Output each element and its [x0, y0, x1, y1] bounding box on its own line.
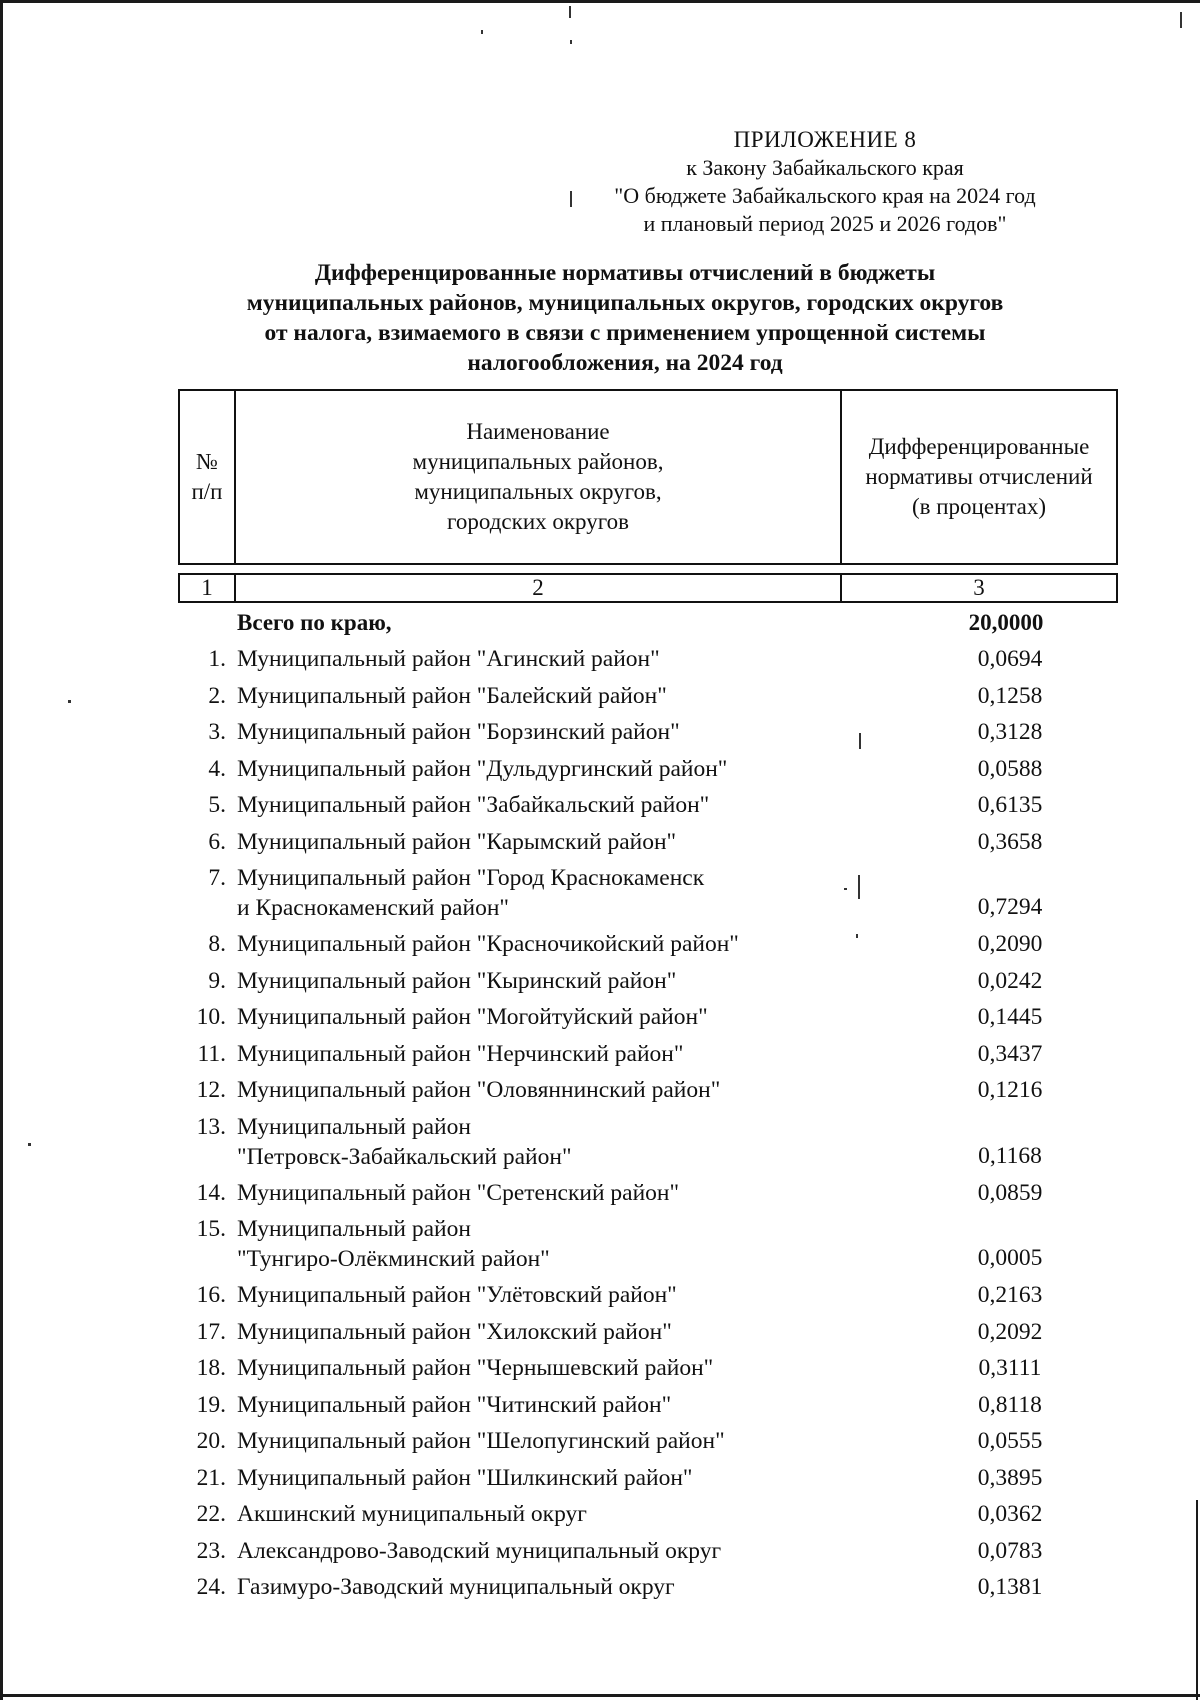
- row-name-line: Муниципальный район "Агинский район": [237, 646, 660, 673]
- row-name: [237, 1211, 897, 1274]
- row-number: 11.: [197, 1040, 226, 1067]
- table-header: [178, 389, 1118, 565]
- row-number: 7.: [208, 865, 226, 891]
- table-row: [178, 1211, 1118, 1277]
- row-name-line: Муниципальный район "Шелопугинский район": [237, 1428, 725, 1455]
- header-name-line: Наименование: [466, 419, 610, 444]
- appendix-line: к Закону Забайкальского края: [686, 155, 964, 180]
- row-number: 2.: [208, 682, 226, 709]
- row-name-line: Муниципальный район "Могойтуйский район": [237, 1004, 708, 1031]
- row-value: 0,7294: [977, 894, 1043, 920]
- table-row: [178, 1277, 1118, 1314]
- table-row: [178, 1569, 1118, 1606]
- page-border-left: [0, 0, 3, 1700]
- appendix-line: "О бюджете Забайкальского края на 2024 год: [614, 183, 1036, 208]
- row-name-line: Муниципальный район "Шилкинский район": [237, 1464, 693, 1491]
- row-number: 10.: [196, 1004, 226, 1031]
- row-number: 1.: [208, 646, 226, 673]
- row-value: 0,2092: [977, 1318, 1043, 1345]
- header-number: [180, 391, 236, 563]
- row-value: 0,3111: [978, 1355, 1042, 1382]
- row-name: [237, 1109, 897, 1172]
- table-row: [178, 963, 1118, 1000]
- row-name: [237, 1178, 897, 1208]
- document-title: [170, 258, 1080, 378]
- row-value: 0,0588: [977, 755, 1043, 782]
- row-number: 8.: [208, 931, 226, 958]
- row-number: 5.: [208, 792, 226, 819]
- scan-speck: [1180, 12, 1182, 28]
- row-name-line: Муниципальный район "Сретенский район": [237, 1179, 680, 1206]
- page-border-bottom: [0, 1694, 1200, 1697]
- row-value: 0,0859: [977, 1179, 1043, 1206]
- document-title-line: налогообложения, на 2024 год: [467, 350, 783, 376]
- row-value: 0,0694: [977, 646, 1043, 673]
- row-name: [237, 681, 897, 711]
- row-number: 23.: [196, 1537, 226, 1564]
- row-name: [237, 790, 897, 820]
- table-row: [178, 678, 1118, 715]
- table-row: [178, 824, 1118, 861]
- row-name: [237, 644, 897, 674]
- row-value: 0,0555: [977, 1428, 1043, 1455]
- row-number: 17.: [196, 1318, 226, 1345]
- table-row: [178, 926, 1118, 963]
- header-value-line: нормативы отчислений: [865, 464, 1093, 489]
- table-row: [178, 1387, 1118, 1424]
- row-number: 9.: [208, 967, 226, 994]
- column-number: 2: [236, 575, 842, 601]
- row-number: 21.: [196, 1464, 226, 1491]
- row-name: [237, 860, 897, 923]
- table-row: [178, 1109, 1118, 1175]
- row-name-line: Александрово-Заводский муниципальный округ: [237, 1537, 722, 1564]
- row-number: 22.: [196, 1501, 226, 1528]
- row-value: 0,3128: [977, 719, 1043, 746]
- row-name: [237, 1463, 897, 1493]
- row-name-line: Муниципальный район "Карымский район": [237, 828, 677, 855]
- page-border-top: [0, 0, 1200, 3]
- appendix-title: ПРИЛОЖЕНИЕ 8: [733, 127, 917, 152]
- row-number: 13.: [196, 1113, 226, 1140]
- row-name-line: Муниципальный район "Борзинский район": [237, 719, 680, 746]
- row-name: [237, 1536, 897, 1566]
- table-row: [178, 1460, 1118, 1497]
- row-name: [237, 827, 897, 857]
- table-row: [178, 1533, 1118, 1570]
- page-border-right: [1196, 1500, 1198, 1700]
- row-name: [237, 966, 897, 996]
- row-number: 16.: [196, 1282, 226, 1309]
- row-number: 15.: [196, 1216, 226, 1242]
- scan-speck: [28, 1143, 31, 1146]
- header-number-line: п/п: [191, 479, 223, 504]
- appendix-header: [560, 126, 1090, 238]
- row-name: [237, 1280, 897, 1310]
- row-name-line: Муниципальный район "Хилокский район": [237, 1318, 672, 1345]
- row-name: [237, 1075, 897, 1105]
- row-value: 0,2090: [977, 931, 1043, 958]
- header-name-line: муниципальных округов,: [414, 479, 662, 504]
- row-name: [237, 717, 897, 747]
- row-value: 0,1258: [977, 682, 1043, 709]
- table-row: [178, 714, 1118, 751]
- scan-speck: [569, 6, 571, 18]
- table-row: [178, 1314, 1118, 1351]
- table-row: [178, 1496, 1118, 1533]
- row-name-line: Муниципальный район "Оловяннинский район": [237, 1077, 721, 1104]
- total-row: [178, 605, 1118, 641]
- row-number: 14.: [196, 1179, 226, 1206]
- row-value: 0,6135: [977, 792, 1043, 819]
- table-row: [178, 1175, 1118, 1212]
- document-title-line: Дифференцированные нормативы отчислений в бюджеты: [314, 260, 936, 286]
- row-name-line: Муниципальный район "Красночикойский район": [237, 931, 739, 958]
- row-name-line: и Краснокаменский район": [237, 895, 509, 921]
- row-value: 0,2163: [977, 1282, 1043, 1309]
- document-title-line: от налога, взимаемого в связи с применением упрощенной системы: [264, 320, 986, 346]
- row-value: 0,1168: [978, 1142, 1042, 1169]
- row-value: 0,3895: [977, 1464, 1043, 1491]
- row-name-line: Муниципальный район "Кыринский район": [237, 967, 677, 994]
- header-name-line: городских округов: [447, 509, 629, 534]
- scan-speck: [68, 700, 71, 703]
- table-body: [178, 605, 1118, 1606]
- row-number: 19.: [196, 1391, 226, 1418]
- table-row: [178, 751, 1118, 788]
- table-row: [178, 999, 1118, 1036]
- row-number: 3.: [208, 719, 226, 746]
- row-value: 0,3437: [977, 1040, 1043, 1067]
- header-value-line: (в процентах): [911, 494, 1047, 519]
- column-number: 1: [180, 575, 236, 601]
- row-name-line: Муниципальный район "Улётовский район": [237, 1282, 677, 1309]
- row-name: [237, 1317, 897, 1347]
- row-name-line: Муниципальный район "Нерчинский район": [237, 1040, 684, 1067]
- table-row: [178, 1072, 1118, 1109]
- row-number: 24.: [196, 1574, 226, 1601]
- table-row: [178, 1036, 1118, 1073]
- row-value: 0,0362: [977, 1501, 1043, 1528]
- header-number-line: №: [196, 449, 218, 474]
- row-value: 0,0005: [977, 1245, 1043, 1271]
- row-number: 12.: [196, 1077, 226, 1104]
- row-name-line: Муниципальный район "Чернышевский район": [237, 1355, 714, 1382]
- row-value: 0,8118: [978, 1391, 1042, 1418]
- row-name: [237, 1039, 897, 1069]
- row-name-line: Акшинский муниципальный округ: [237, 1501, 587, 1528]
- row-value: 0,1445: [977, 1004, 1043, 1031]
- total-label: Всего по краю,: [237, 610, 392, 635]
- document-title-line: муниципальных районов, муниципальных округов, городских округов: [246, 290, 1004, 316]
- column-numbers-row: [178, 573, 1118, 603]
- row-name: [237, 1426, 897, 1456]
- header-name: [236, 391, 842, 563]
- total-value: 20,0000: [968, 610, 1044, 635]
- row-name-line: Муниципальный район "Город Краснокаменск: [237, 865, 705, 891]
- column-number: 3: [973, 575, 985, 600]
- scan-speck: [570, 40, 572, 44]
- row-value: 0,1381: [977, 1574, 1043, 1601]
- table-row: [178, 641, 1118, 678]
- row-name-line: Муниципальный район "Балейский район": [237, 682, 667, 709]
- header-value: [842, 391, 1116, 563]
- row-name-line: "Петровск-Забайкальский район": [237, 1143, 572, 1170]
- row-name: [237, 1390, 897, 1420]
- row-number: 20.: [196, 1428, 226, 1455]
- row-name: [237, 1353, 897, 1383]
- row-name-line: Муниципальный район "Забайкальский район": [237, 792, 710, 819]
- scan-speck: [481, 30, 483, 34]
- row-name: [237, 1499, 897, 1529]
- row-number: 4.: [208, 755, 226, 782]
- row-value: 0,0242: [977, 967, 1043, 994]
- table-row: [178, 1423, 1118, 1460]
- row-name: [237, 929, 897, 959]
- header-name-line: муниципальных районов,: [412, 449, 664, 474]
- row-name-line: Муниципальный район: [237, 1113, 471, 1140]
- table-row: [178, 860, 1118, 926]
- row-value: 0,1216: [977, 1077, 1043, 1104]
- header-value-line: Дифференцированные: [868, 434, 1090, 459]
- row-number: 18.: [196, 1355, 226, 1382]
- row-name: [237, 1572, 897, 1602]
- row-name: [237, 1002, 897, 1032]
- row-value: 0,0783: [977, 1537, 1043, 1564]
- table-row: [178, 787, 1118, 824]
- table-row: [178, 1350, 1118, 1387]
- row-name-line: Газимуро-Заводский муниципальный округ: [237, 1574, 675, 1601]
- rows-list: [178, 641, 1118, 1606]
- row-name-line: Муниципальный район "Дульдургинский район": [237, 755, 728, 782]
- appendix-line: и плановый период 2025 и 2026 годов": [643, 211, 1007, 236]
- row-name: [237, 754, 897, 784]
- row-number: 6.: [208, 828, 226, 855]
- row-name-line: Муниципальный район "Читинский район": [237, 1391, 672, 1418]
- row-name-line: Муниципальный район: [237, 1216, 471, 1242]
- row-value: 0,3658: [977, 828, 1043, 855]
- row-name-line: "Тунгиро-Олёкминский район": [237, 1246, 550, 1272]
